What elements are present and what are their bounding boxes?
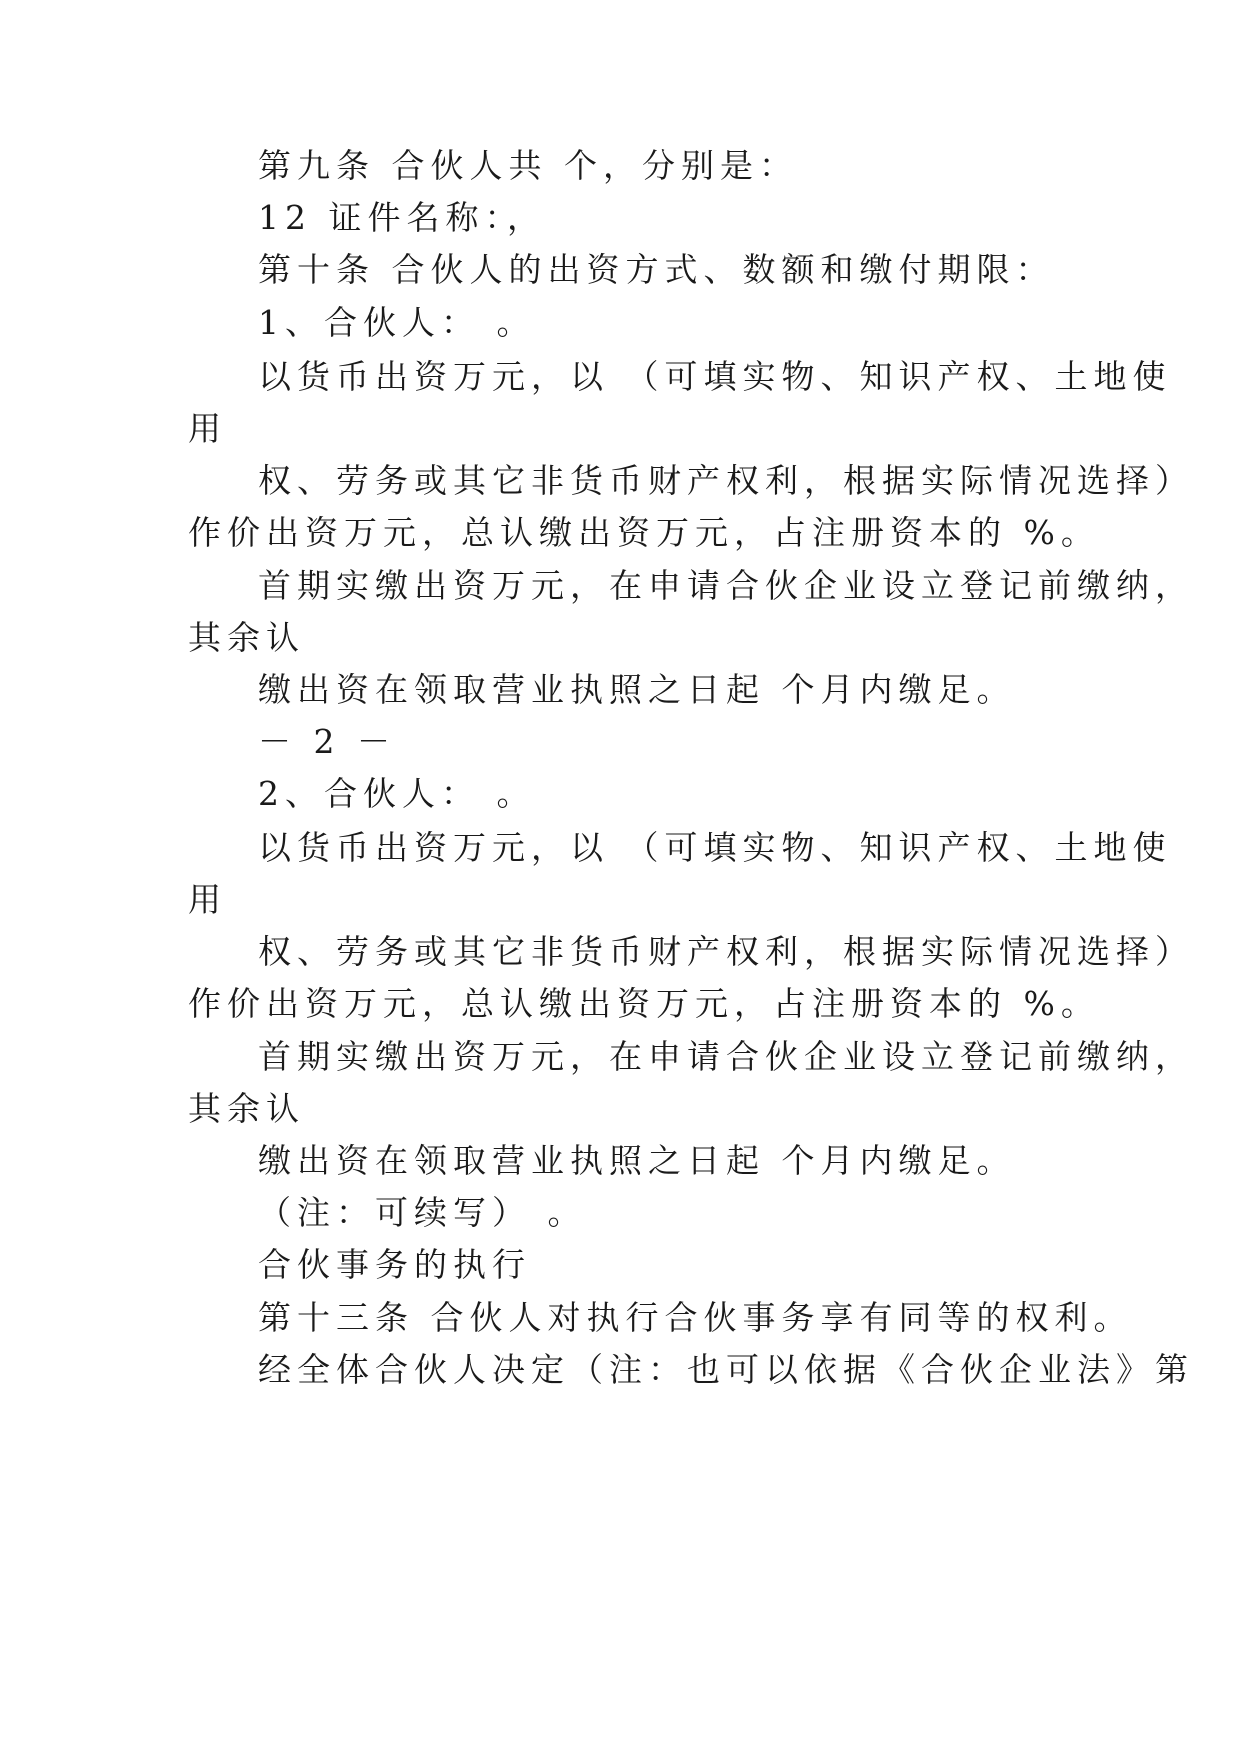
partner-1-contribution-wrap: 用 [188, 409, 227, 448]
partner-1-valuation-line: 作价出资万元，总认缴出资万元，占注册资本的 %。 [188, 513, 1100, 552]
partner-2-noncash-line: 权、劳务或其它非货币财产权利，根据实际情况选择） [258, 932, 1194, 971]
partner-2-initial-payment: 首期实缴出资万元，在申请合伙企业设立登记前缴纳， [258, 1037, 1194, 1076]
article-13-heading: 第十三条 合伙人对执行合伙事务享有同等的权利。 [258, 1298, 1133, 1337]
partner-1-contribution-line: 以货币出资万元，以 （可填实物、知识产权、土地使 [258, 357, 1172, 396]
section-heading-affairs: 合伙事务的执行 [258, 1245, 531, 1284]
partner-1-noncash-line: 权、劳务或其它非货币财产权利，根据实际情况选择） [258, 461, 1194, 500]
partner-2-line: 2、合伙人： 。 [258, 774, 536, 813]
partner-2-remaining-payment: 缴出资在领取营业执照之日起 个月内缴足。 [258, 1141, 1016, 1180]
partner-2-contribution-wrap: 用 [188, 880, 227, 919]
continuation-note: （注：可续写） 。 [258, 1193, 587, 1232]
partner-1-remaining-payment: 缴出资在领取营业执照之日起 个月内缴足。 [258, 670, 1016, 709]
partner-2-contribution-line: 以货币出资万元，以 （可填实物、知识产权、土地使 [258, 828, 1172, 867]
partner-2-valuation-line: 作价出资万元，总认缴出资万元，占注册资本的 %。 [188, 984, 1100, 1023]
page-number: － 2 － [258, 722, 396, 761]
id-document-name-line: 12 证件名称：， [258, 198, 546, 237]
unanimous-decision-line: 经全体合伙人决定（注：也可以依据《合伙企业法》第 [258, 1350, 1194, 1389]
partner-1-line: 1、合伙人： 。 [258, 303, 536, 342]
partner-1-initial-wrap: 其余认 [188, 618, 305, 657]
article-9-heading: 第九条 合伙人共 个，分别是： [258, 146, 798, 185]
partner-1-initial-payment: 首期实缴出资万元，在申请合伙企业设立登记前缴纳， [258, 566, 1194, 605]
article-10-heading: 第十条 合伙人的出资方式、数额和缴付期限： [258, 250, 1055, 289]
partner-2-initial-wrap: 其余认 [188, 1089, 305, 1128]
